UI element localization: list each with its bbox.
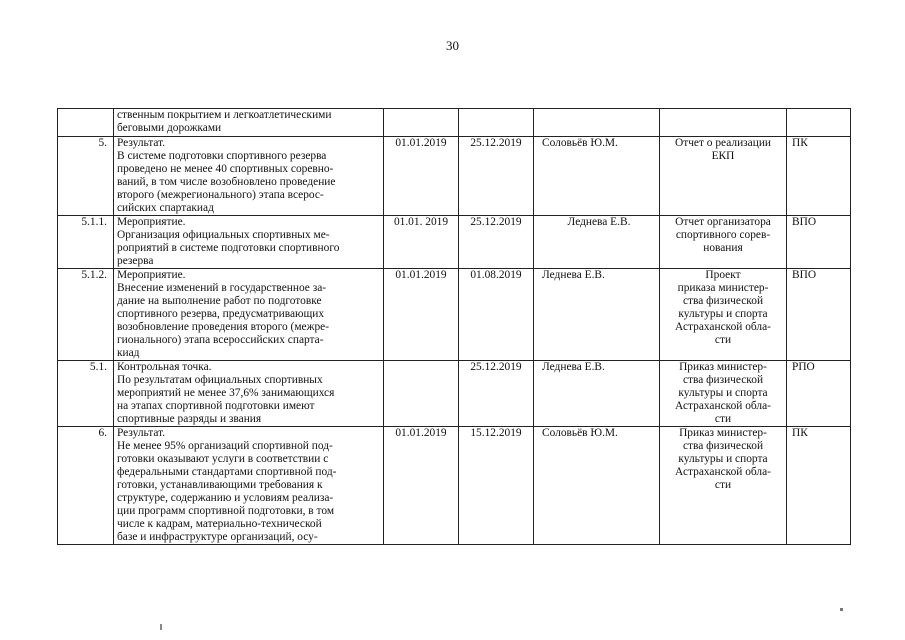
description-cell-line: Мероприятие.: [117, 269, 186, 281]
document-cell-line: Отчет о реализации: [674, 137, 772, 149]
description-cell-line: В системе подготовки спортивного резерва: [117, 150, 327, 162]
document-cell-line: сти: [714, 334, 732, 346]
document-cell-line: сти: [714, 479, 732, 491]
table-row: [58, 427, 851, 545]
row-number-cell: 6.: [58, 427, 114, 545]
end-date-cell: 25.12.2019: [459, 216, 534, 269]
row-number-cell: 5.1.1.: [58, 216, 114, 269]
start-date-cell: 01.01.2019: [384, 137, 459, 216]
document-cell-line: культуры и спорта: [678, 387, 768, 399]
description-cell-line: спортивного резерва, предусматривающих: [117, 308, 325, 320]
level-cell: [787, 109, 851, 137]
description-cell-line: второго (межрегионального) этапа всерос-: [117, 189, 324, 201]
description-cell-line: Внесение изменений в государственное за-: [117, 282, 327, 294]
responsible-cell: Соловьёв Ю.М.: [534, 427, 660, 545]
description-cell-line: на этапах спортивной подготовки имеют: [117, 400, 315, 412]
table-row: [58, 109, 851, 137]
page-number: 30: [446, 38, 459, 53]
responsible-cell: Леднева Е.В.: [534, 361, 660, 427]
document-cell-line: Приказ министер-: [679, 427, 767, 439]
document-cell-line: Приказ министер-: [679, 361, 767, 373]
document-cell: [660, 216, 787, 269]
description-cell-line: проведено не менее 40 спортивных соревно-: [117, 163, 334, 175]
level-cell: ПК: [787, 137, 851, 216]
document-cell-line: нования: [703, 242, 743, 254]
description-cell-line: числе к кадрам, материально-технической: [117, 518, 322, 530]
description-cell-line: дание на выполнение работ по подготовке: [117, 295, 322, 307]
description-cell: [114, 269, 384, 361]
document-cell-line: Проект: [705, 269, 741, 281]
description-cell-line: роприятий в системе подготовки спортивного: [117, 242, 340, 254]
description-cell: [114, 361, 384, 427]
scan-mark: [160, 624, 162, 630]
document-cell-line: Астраханской обла-: [675, 400, 771, 412]
row-number-cell: 5.: [58, 137, 114, 216]
description-cell-line: Результат.: [117, 137, 166, 149]
description-cell-line: ственным покрытием и легкоатлетическими: [117, 109, 332, 121]
document-cell-line: культуры и спорта: [678, 453, 768, 465]
row-number-cell: 5.1.: [58, 361, 114, 427]
description-cell-line: готовки оказывают услуги в соответствии с: [117, 453, 329, 465]
responsible-cell: Соловьёв Ю.М.: [534, 137, 660, 216]
end-date-cell: 15.12.2019: [459, 427, 534, 545]
document-cell: [660, 427, 787, 545]
description-cell-line: федеральными стандартами спортивной под-: [117, 466, 337, 478]
document-cell: [660, 109, 787, 137]
description-cell-line: базе и инфраструктуре организаций, осу-: [117, 531, 318, 543]
description-cell-line: ваний, в том числе возобновлено проведение: [117, 176, 336, 188]
document-cell-line: ЕКП: [711, 150, 735, 162]
document-cell: [660, 269, 787, 361]
description-cell-line: беговыми дорожками: [117, 122, 222, 134]
document-cell-line: Астраханской обла-: [675, 466, 771, 478]
end-date-cell: 01.08.2019: [459, 269, 534, 361]
level-cell: ПК: [787, 427, 851, 545]
level-cell: ВПО: [787, 216, 851, 269]
description-cell: [114, 216, 384, 269]
table-row: [58, 137, 851, 216]
description-cell-line: сийских спартакиад: [117, 202, 214, 214]
responsible-cell: Леднева Е.В.: [534, 216, 660, 269]
start-date-cell: [384, 109, 459, 137]
description-cell-line: спортивные разряды и звания: [117, 413, 262, 425]
plan-table: [57, 108, 851, 545]
description-cell: [114, 137, 384, 216]
table-row: [58, 216, 851, 269]
description-cell-line: По результатам официальных спортивных: [117, 374, 323, 386]
description-cell-line: гионального) этапа всероссийских спарта-: [117, 334, 324, 346]
document-cell-line: ства физической: [682, 295, 764, 307]
scan-mark: [840, 608, 843, 611]
start-date-cell: 01.01.2019: [384, 427, 459, 545]
document-cell-line: ства физической: [682, 374, 764, 386]
level-cell: РПО: [787, 361, 851, 427]
description-cell-line: Контрольная точка.: [117, 361, 212, 373]
document-cell-line: сти: [714, 413, 732, 425]
table-row: [58, 361, 851, 427]
description-cell-line: киад: [117, 347, 140, 359]
row-number-cell: 5.1.2.: [58, 269, 114, 361]
description-cell-line: Не менее 95% организаций спортивной под-: [117, 440, 333, 452]
document-cell-line: культуры и спорта: [678, 308, 768, 320]
description-cell-line: структуре, содержанию и условиям реализа-: [117, 492, 334, 504]
responsible-cell: [534, 109, 660, 137]
document-cell-line: спортивного сорев-: [675, 229, 771, 241]
document-cell: [660, 361, 787, 427]
description-cell: [114, 109, 384, 137]
end-date-cell: [459, 109, 534, 137]
end-date-cell: 25.12.2019: [459, 361, 534, 427]
table-row: [58, 269, 851, 361]
description-cell-line: ции программ спортивной подготовки, в том: [117, 505, 335, 517]
description-cell-line: резерва: [117, 255, 154, 267]
description-cell-line: возобновление проведения второго (межре-: [117, 321, 330, 333]
document-cell-line: Отчет организатора: [675, 216, 771, 228]
description-cell-line: готовки, устанавливающими требования к: [117, 479, 323, 491]
document-cell: [660, 137, 787, 216]
start-date-cell: 01.01.2019: [384, 269, 459, 361]
start-date-cell: 01.01. 2019: [384, 216, 459, 269]
description-cell-line: Организация официальных спортивных ме-: [117, 229, 330, 241]
document-cell-line: приказа министер-: [677, 282, 769, 294]
end-date-cell: 25.12.2019: [459, 137, 534, 216]
description-cell-line: Результат.: [117, 427, 166, 439]
document-cell-line: ства физической: [682, 440, 764, 452]
description-cell-line: мероприятий не менее 37,6% занимающихся: [117, 387, 335, 399]
start-date-cell: [384, 361, 459, 427]
description-cell: [114, 427, 384, 545]
level-cell: ВПО: [787, 269, 851, 361]
document-cell-line: Астраханской обла-: [675, 321, 771, 333]
row-number-cell: [58, 109, 114, 137]
responsible-cell: Леднева Е.В.: [534, 269, 660, 361]
description-cell-line: Мероприятие.: [117, 216, 186, 228]
